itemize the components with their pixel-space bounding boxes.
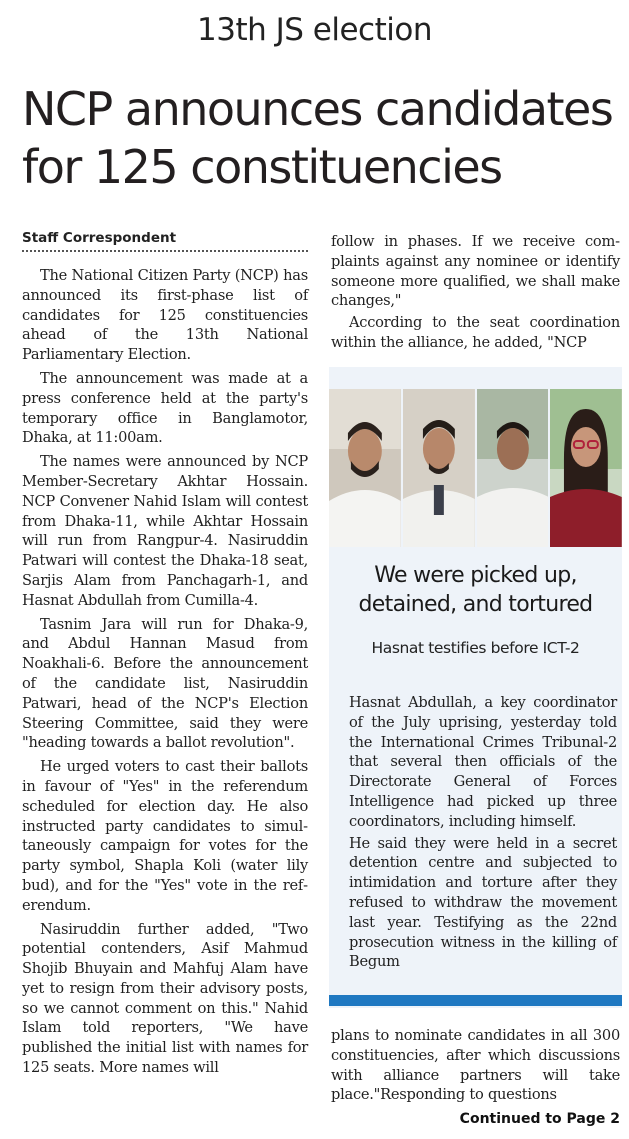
paragraph: The names were announced by NCP Member-Secretary Akhtar Hossain. NCP Convener Nahid Islam will contest from Dhaka-11, while Akhtar Hossain will run from Rangpur-4. Nasiruddin Patwari will contest the Dhaka-18 seat, Sarjis Alam from Panchagarh-1, and Hasnat Abdullah from Cumilla-4. <box>22 453 308 609</box>
insert-accent-bar <box>329 995 622 1006</box>
insert-headline <box>329 561 622 619</box>
paragraph: The announcement was made at a press conference held at the party's temporary office in Banglamotor, Dhaka, at 11:00am. <box>22 369 308 447</box>
photo-strip <box>329 389 622 547</box>
portrait-photo-3 <box>477 389 549 547</box>
right-column-bottom <box>331 1026 620 1109</box>
headline-line-1: NCP announces candidates <box>22 82 613 136</box>
paragraph: He urged voters to cast their ballots in favour of "Yes" in the referendum scheduled for election day. He also instructed party candidates to simultaneously campaign for votes for the party symbol, Shapla Koli (water lily bud), and for the "Yes" vote in the referendum. <box>22 758 308 914</box>
portrait-photo-2 <box>403 389 475 547</box>
paragraph: He said they were held in a secret detention centre and subjected to intimidation and torture after they refused to withdraw the movement last year. Testifying as the 22nd prosecution witness in the killing of Begum <box>349 834 617 971</box>
paragraph: According to the seat coordination within the alliance, he added, "NCP <box>331 314 620 351</box>
paragraph: follow in phases. If we receive complaints against any nominee or identify someone more qualified, we shall make changes," <box>331 233 620 310</box>
continued-link[interactable]: Continued to Page 2 <box>459 1111 620 1127</box>
portrait-photo-4 <box>550 389 622 547</box>
headline-line-2: for 125 constituencies <box>22 140 502 194</box>
paragraph: Tasnim Jara will run for Dhaka-9, and Abdul Hannan Masud from Noakhali-6. Before the announcement of the candidate list, Nasiruddin Patwari, head of the NCP's Election Steering Committee, said they were "heading towards a ballot revolution". <box>22 615 308 752</box>
headline <box>22 80 622 196</box>
insert-subheadline: Hasnat testifies before ICT-2 <box>371 639 580 657</box>
paragraph: plans to nominate candidates in all 300 constituencies, after which discussions with alliance partners will take place."Responding to questions <box>331 1027 620 1104</box>
left-column <box>22 230 308 1082</box>
insert-body <box>349 693 617 974</box>
insert-headline-line-1: We were picked up, <box>374 563 577 588</box>
related-story-insert <box>329 367 622 1008</box>
portrait-photo-1 <box>329 389 401 547</box>
paragraph: The National Citizen Party (NCP) has announced its first-phase list of candidates for 125 constituencies ahead of the 13th National Parliamentary Election. <box>22 267 308 364</box>
kicker: 13th JS election <box>197 12 432 48</box>
byline: Staff Correspondent <box>22 230 308 252</box>
paragraph: Hasnat Abdullah, a key coordinator of the July uprising, yesterday told the International Crimes Tribunal-2 that several then officials of the Directorate General of Forces Intelligence had picked up three coordinators, including himself. <box>349 694 617 830</box>
paragraph: Nasiruddin further added, "Two potential contenders, Asif Mahmud Shojib Bhuyain and Mahfuj Alam have yet to resign from their advisory posts, so we cannot comment on this." Nahid Islam told reporters, "We have published the initial list with names for 125 seats. More names will <box>22 920 308 1077</box>
right-column-top <box>331 232 620 355</box>
insert-headline-line-2: detained, and tortured <box>358 592 593 617</box>
